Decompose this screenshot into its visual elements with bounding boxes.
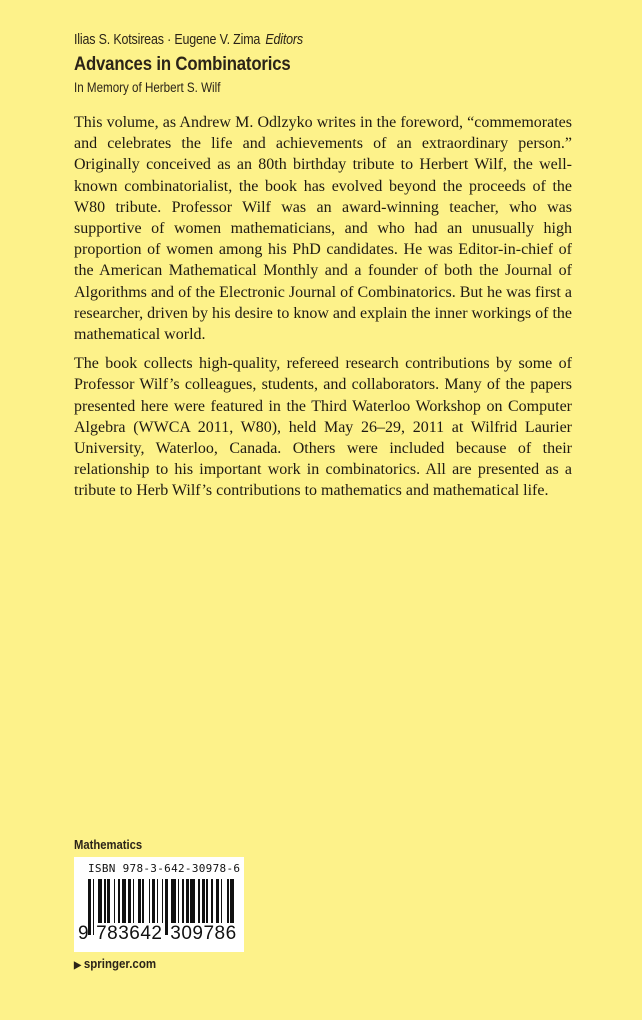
ean-group-1: 783642 [96, 923, 163, 944]
book-subtitle: In Memory of Herbert S. Wilf [74, 80, 221, 95]
subject-category: Mathematics [74, 838, 143, 852]
springer-link[interactable] [74, 957, 156, 971]
editors-role: Editors [265, 32, 303, 48]
isbn-barcode [74, 857, 244, 952]
blurb [74, 112, 572, 510]
blurb-paragraph-1: This volume, as Andrew M. Odlzyko writes in the foreword, “commemorates and celebrates the life and achievements of an extraordinary person.” Originally conceived as an 80th birthday tribute to Herbert Wilf, the well-known combinatorialist, the book has evolved beyond the proceeds of the W80 tribute. Professor Wilf was an award-winning teacher, who was supportive of women mathematicians, and who had an unusually high proportion of women among his PhD candidates. He was Editor-in-chief of the American Mathematical Monthly and a founder of both the Journal of Algorithms and of the Electronic Journal of Combinatorics. But he was first a researcher, driven by his desire to know and explain the inner workings of the mathematical world. [74, 114, 572, 344]
ean-group-2: 309786 [170, 923, 237, 944]
springer-link-text: springer.com [83, 957, 157, 971]
blurb-paragraph-2: The book collects high-quality, refereed research contributions by some of Professor Wilf’s colleagues, students, and collaborators. Many of the papers presented here were featured in the Third Waterloo Workshop on Computer Algebra (WWCA 2011, W80), held May 26–29, 2011 at Wilfrid Laurier University, Waterloo, Canada. Others were included because of their relationship to his important work in combinatorics. All are presented as a tribute to Herb Wilf’s contributions to mathematics and mathematical life. [74, 355, 572, 500]
ean-digits [78, 923, 238, 945]
book-title: Advances in Combinatorics [74, 53, 291, 75]
triangle-right-icon: ▶ [74, 960, 82, 971]
ean-lead-digit: 9 [78, 923, 90, 944]
editor-names: Ilias S. Kotsireas · Eugene V. Zima [74, 32, 261, 48]
editors-line [74, 32, 303, 48]
isbn-text: ISBN 978-3-642-30978-6 [88, 862, 241, 875]
